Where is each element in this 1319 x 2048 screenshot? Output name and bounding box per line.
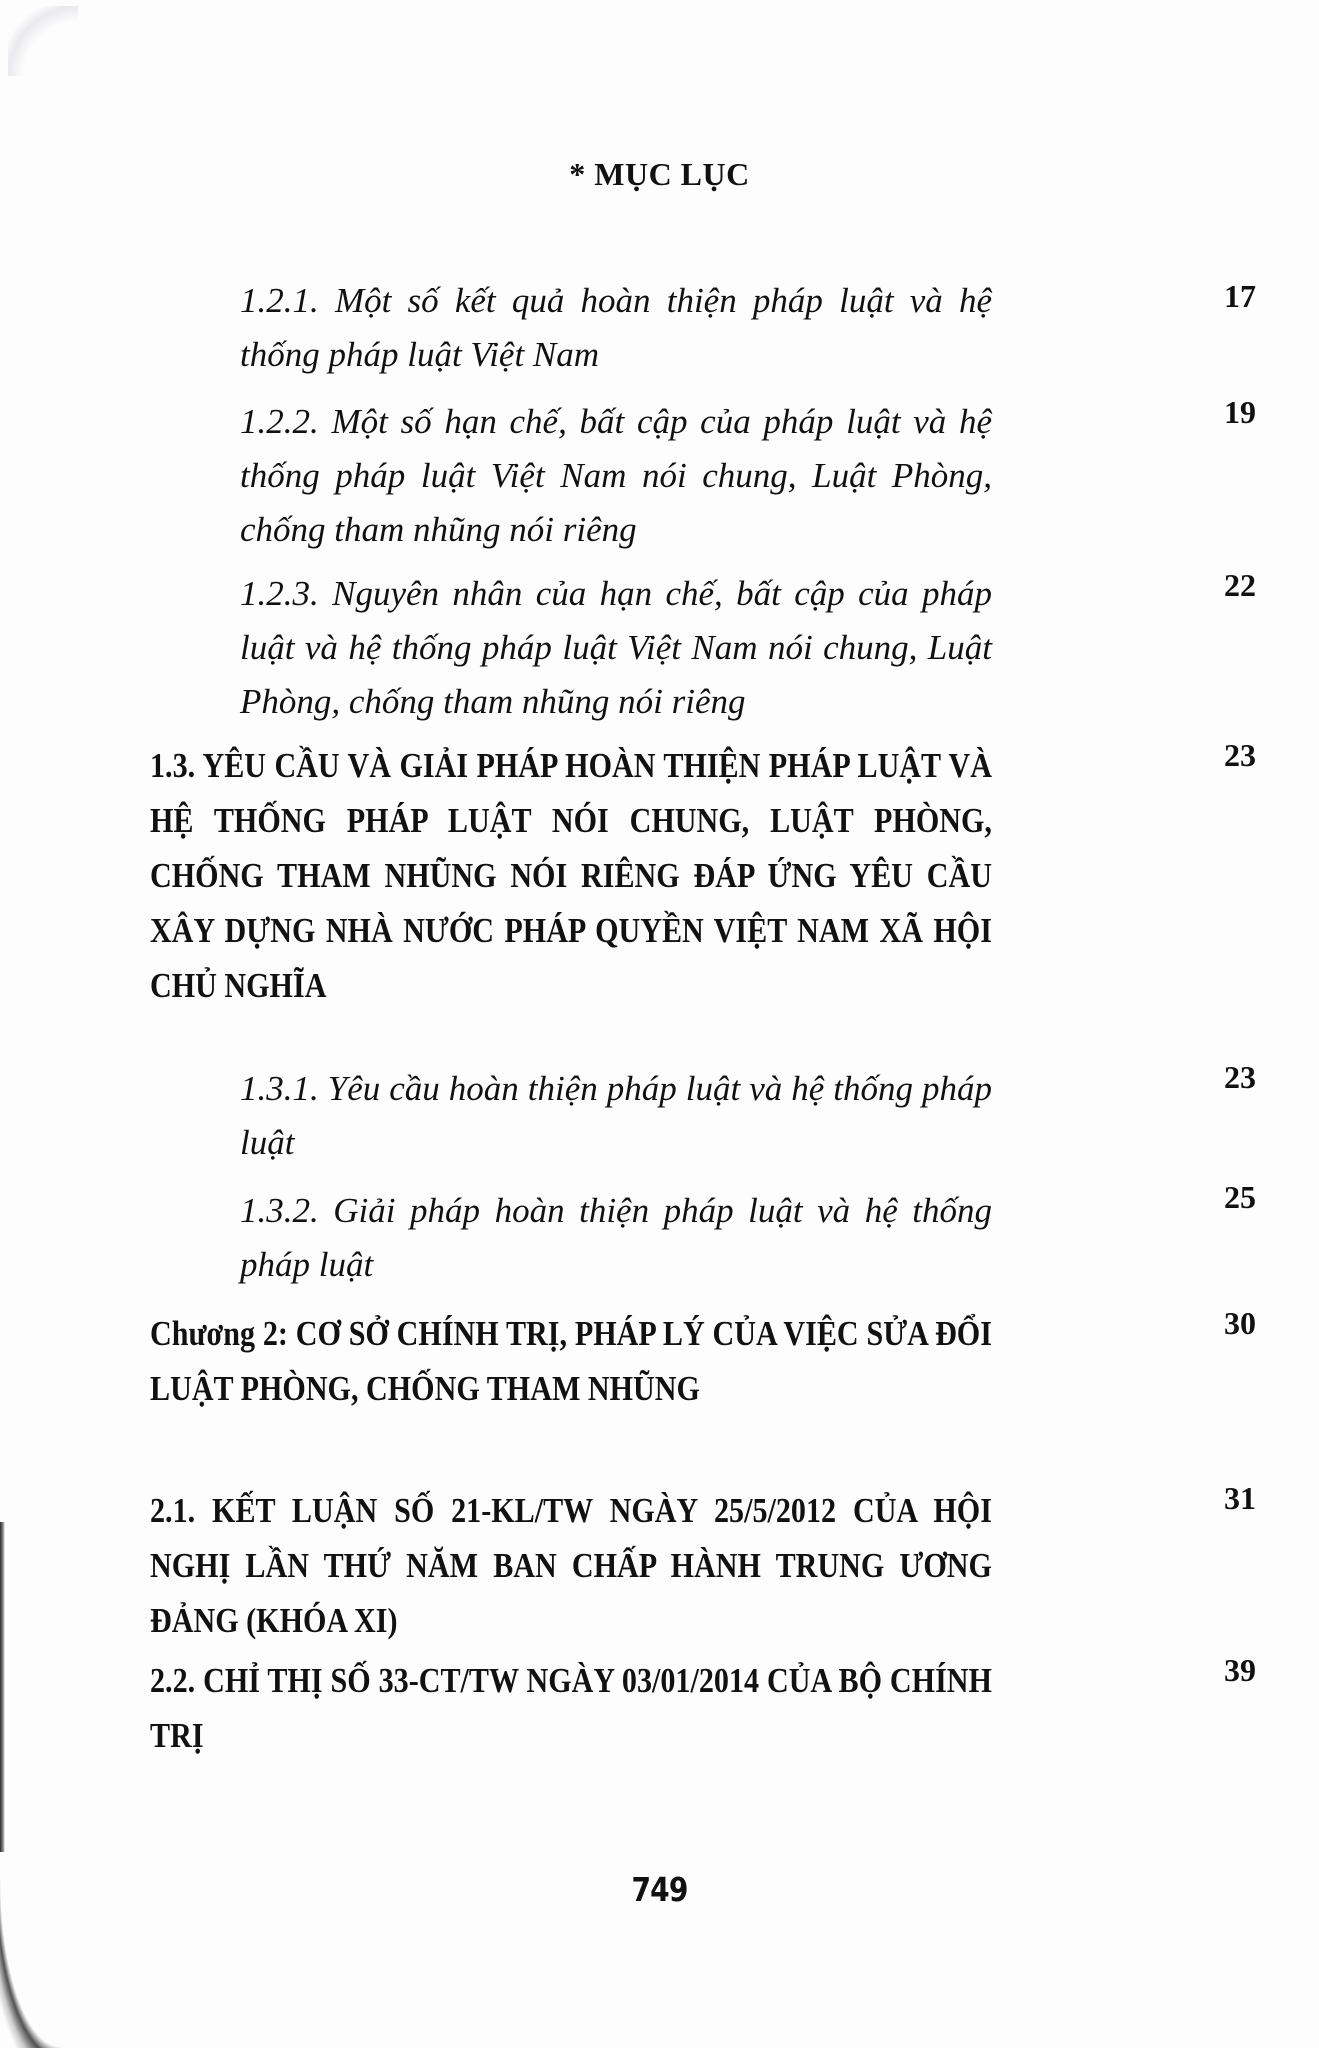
toc-page-number: 22 [1224, 567, 1256, 603]
toc-entry-section [150, 1483, 1129, 1648]
toc-entry-text: 2.2. CHỈ THỊ SỐ 33-CT/TW NGÀY 03/01/2014 CỦA BỘ CHÍNH TRỊ [150, 1661, 992, 1755]
toc-entry-section [150, 1653, 1129, 1763]
toc-entry-text: Chương 2: CƠ SỞ CHÍNH TRỊ, PHÁP LÝ CỦA VIỆC SỬA ĐỔI LUẬT PHÒNG, CHỐNG THAM NHŨNG [150, 1314, 992, 1408]
page-corner-shadow [8, 6, 78, 76]
toc-entry-section [150, 738, 1129, 1013]
toc-entry-text: 1.3. YÊU CẦU VÀ GIẢI PHÁP HOÀN THIỆN PHÁP LUẬT VÀ HỆ THỐNG PHÁP LUẬT NÓI CHUNG, LUẬT PHÒNG, CHỐNG THAM NHŨNG NÓI RIÊNG ĐÁP ỨNG YÊU CẦU XÂY DỰNG NHÀ NƯỚC PHÁP QUYỀN VIỆT NAM XÃ HỘI CHỦ NGHĨA [150, 746, 992, 1005]
toc-entry-text: 1.2.1. Một số kết quả hoàn thiện pháp luật và hệ thống pháp luật Việt Nam [240, 281, 992, 374]
toc-entry [240, 567, 992, 729]
toc-page-number: 17 [1224, 278, 1256, 314]
toc-entry-text: 1.3.2. Giải pháp hoàn thiện pháp luật và hệ thống pháp luật [240, 1191, 992, 1284]
toc-page-number: 31 [1224, 1480, 1256, 1516]
page-curl-shadow [0, 1880, 60, 2048]
page-edge-shadow [0, 1522, 5, 1852]
toc-entry-chapter [150, 1306, 1129, 1416]
toc-page-number: 23 [1224, 1059, 1256, 1095]
toc-page-number: 25 [1224, 1179, 1256, 1215]
toc-page-number: 30 [1224, 1305, 1256, 1341]
toc-entry-text: 1.3.1. Yêu cầu hoàn thiện pháp luật và hệ thống pháp luật [240, 1069, 992, 1162]
toc-entry [240, 1062, 992, 1170]
toc-entry-text: 1.2.3. Nguyên nhân của hạn chế, bất cập của pháp luật và hệ thống pháp luật Việt Nam nói chung, Luật Phòng, chống tham nhũng nói riêng [240, 574, 992, 721]
toc-entry [240, 395, 992, 557]
toc-entry-text: 1.2.2. Một số hạn chế, bất cập của pháp luật và hệ thống pháp luật Việt Nam nói chung, Luật Phòng, chống tham nhũng nói riêng [240, 402, 992, 549]
page-number: 749 [631, 1870, 688, 1909]
toc-entry [240, 274, 992, 382]
toc-page-number: 39 [1224, 1652, 1256, 1688]
toc-entry-text: 2.1. KẾT LUẬN SỐ 21-KL/TW NGÀY 25/5/2012 CỦA HỘI NGHỊ LẦN THỨ NĂM BAN CHẤP HÀNH TRUNG ƯƠNG ĐẢNG (KHÓA XI) [150, 1491, 992, 1640]
toc-entry [240, 1184, 992, 1292]
toc-page-number: 23 [1224, 737, 1256, 773]
toc-page-number: 19 [1224, 394, 1256, 430]
page-title: * MỤC LỤC [569, 156, 750, 192]
